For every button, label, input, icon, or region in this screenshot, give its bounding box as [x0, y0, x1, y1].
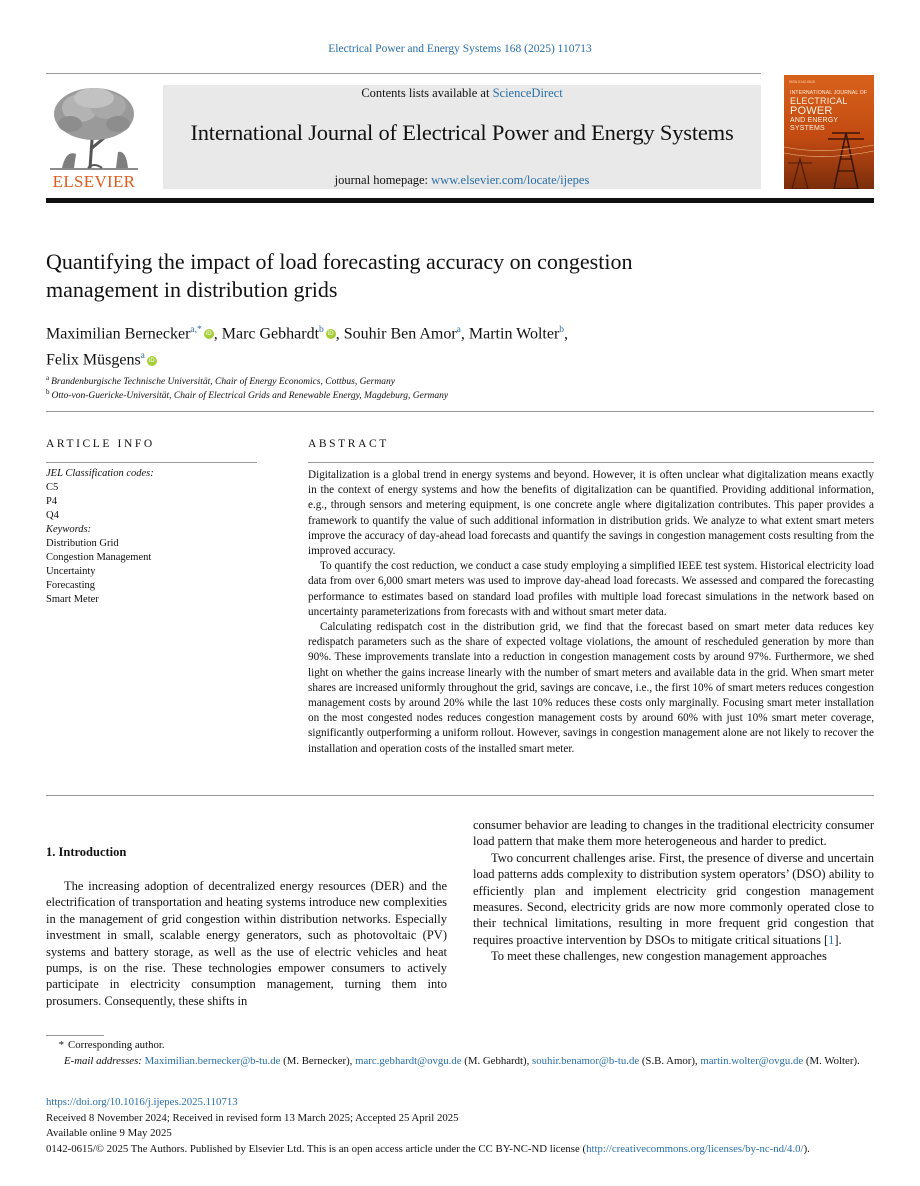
- email-owner: (M. Gebhardt),: [461, 1054, 533, 1067]
- body-paragraph: To meet these challenges, new congestion management approaches: [491, 949, 827, 964]
- email-link[interactable]: martin.wolter@ovgu.de: [700, 1054, 804, 1067]
- abstract-paragraph: Digitalization is a global trend in energy systems and beyond. However, it is often unclear what digitalization means exactly in the context of energy systems and how the benefits of digitalization can be quantified. Providing additional information, e.g., through sensors and metering equipment, is one concrete angle where digitalization contributes. This paper provides a framework to quantify the value of such additional information in distribution grids. We analyze to what extent smart meters improve the accuracy of day-ahead load forecasts and quantify the savings in congestion management costs resulting from the improved accuracy.: [308, 469, 874, 558]
- orcid-icon[interactable]: iD: [326, 329, 336, 339]
- email-link[interactable]: marc.gebhardt@ovgu.de: [355, 1054, 462, 1067]
- email-owner: (S.B. Amor),: [639, 1054, 701, 1067]
- corresponding-author-note: [46, 1038, 874, 1054]
- publisher-name: ELSEVIER: [52, 172, 136, 191]
- paper-title-line: Quantifying the impact of load forecasting accuracy on congestion: [46, 249, 633, 274]
- journal-title: International Journal of Electrical Power and Energy Systems: [190, 120, 734, 145]
- paper-title: [46, 248, 746, 304]
- citation-link[interactable]: 1: [828, 932, 835, 947]
- corresponding-text: Corresponding author.: [68, 1039, 165, 1051]
- license-statement: [46, 1142, 874, 1158]
- jel-code: C5: [46, 482, 59, 493]
- divider: [46, 411, 874, 412]
- jel-label: JEL Classification codes:: [46, 468, 154, 479]
- doi-link[interactable]: https://doi.org/10.1016/j.ijepes.2025.110713: [46, 1096, 238, 1108]
- cover-title-line: AND ENERGY: [790, 117, 839, 124]
- email-link[interactable]: souhir.benamor@b-tu.de: [532, 1054, 640, 1067]
- header-divider: [46, 198, 874, 203]
- abstract-paragraph: To quantify the cost reduction, we conduct a case study employing a simplified IEEE test system. Historical electricity load data from over 6,000 smart meters was used to improve day-ahead load forecasts. We assessed and compared the forecasting performance to estimates based on standard load profiles with multiple load forecast simulations in the network based on uncertainty parameterizations from forecasts with and without smart meter data.: [308, 560, 874, 618]
- article-info-heading: ARTICLE INFO: [46, 438, 155, 450]
- body-paragraph: The increasing adoption of decentralized energy resources (DER) and the electrification of transportation and heating systems introduce new complexities in the management of grid congestion within distribution networks. Especially investment in small, scalable energy generators, such as photovoltaic (PV) systems and battery storage, as well as the use of electric vehicles and heat pumps, is on the rise. These technologies empower consumers to actively participate in electricity consumption management, turning them into prosumers. Consequently, these shifts in: [46, 879, 447, 1008]
- affiliation-label: a: [46, 374, 50, 382]
- author-affiliation-marker[interactable]: a: [456, 325, 461, 335]
- cover-title-line: INTERNATIONAL JOURNAL OF: [790, 90, 868, 96]
- keyword: Distribution Grid: [46, 538, 119, 549]
- keywords-label: Keywords:: [46, 524, 92, 535]
- author-affiliation-marker[interactable]: b: [319, 325, 324, 335]
- author-list: Maximilian Bernecker$^{a,*}$ iD , Marc Gebhardt$^b$ iD , Souhir Ben Amor$^a$, Martin Wolter$^b$, Felix Müsgens$^a$ iD: [46, 325, 569, 369]
- divider: [46, 462, 257, 463]
- email-link[interactable]: Maximilian.bernecker@b-tu.de: [144, 1054, 281, 1067]
- homepage-line: [163, 173, 761, 188]
- body-paragraph: [473, 850, 874, 948]
- body-column-left: [46, 878, 447, 1009]
- author-affiliation-marker[interactable]: a: [140, 351, 145, 362]
- email-owner: (M. Bernecker),: [280, 1054, 356, 1067]
- body-text: ].: [834, 932, 842, 947]
- cover-issn: ISSN 0142-0615: [789, 80, 815, 84]
- affiliation-b: [46, 388, 448, 401]
- affiliation-label: b: [46, 388, 50, 396]
- abstract-heading: ABSTRACT: [308, 438, 389, 450]
- author-affiliation-marker[interactable]: a,*: [190, 325, 202, 335]
- cover-title-line: POWER: [790, 105, 833, 117]
- paper-title-line: management in distribution grids: [46, 277, 338, 302]
- divider: [308, 462, 874, 463]
- abstract-paragraph: Calculating redispatch cost in the distribution grid, we find that the forecast based on smart meter data reduces key redispatch parameters such as the share of expected voltage violations, the amount of rescheduled generation by more than 90%. These improvements translate into a reduction in congestion management costs by around 97%. Furthermore, we shed light on whether the gains increase linearly with the number of smart meters and available data in the grid. When smart meter shares are increased uniformly throughout the grid, savings are concave, i.e., the first 10% of smart meters reduces congestion management costs by around 20% while the last 10% reduces these costs only marginally. Focusing smart meter installation on the most congested nodes reduces congestion management costs by around 60% with just 10% smart meter coverage, significantly outperforming a uniform rollout. However, savings in congestion management alone are not likely to recover the installation and operation costs of the installed smart meter.: [308, 621, 874, 755]
- footnote-marker: *: [58, 1039, 64, 1051]
- article-info: [46, 467, 258, 607]
- orcid-icon[interactable]: iD: [147, 356, 157, 366]
- contents-line: [163, 86, 761, 101]
- keyword: Smart Meter: [46, 594, 99, 605]
- contents-prefix: Contents lists available at: [361, 86, 493, 100]
- email-addresses: [46, 1054, 874, 1070]
- author-affiliation-marker[interactable]: b: [559, 325, 565, 335]
- author-name[interactable]: Maximilian Bernecker: [46, 325, 191, 343]
- sciencedirect-link[interactable]: ScienceDirect: [492, 86, 563, 100]
- cover-title-line: SYSTEMS: [790, 125, 825, 132]
- license-link[interactable]: http://creativecommons.org/licenses/by-nc-nd/4.0/: [586, 1142, 804, 1155]
- email-label: E-mail addresses:: [64, 1054, 142, 1067]
- journal-reference[interactable]: Electrical Power and Energy Systems 168 (2025) 110713: [328, 43, 592, 55]
- author-name[interactable]: Martin Wolter: [468, 325, 560, 343]
- cover-title-line: ELECTRICAL: [790, 96, 848, 106]
- body-text: Two concurrent challenges arise. First, the presence of diverse and uncertain load patterns adds complexity to distribution system operators’ (DSO) ability to efficiently plan and implement electricity grid congestion management measures. Second, electricity grids are now more commonly operated close to their technical limitations, resulting in more frequent grid congestion that requires proactive intervention by DSOs to mitigate critical situations [: [473, 850, 874, 947]
- author-name[interactable]: Souhir Ben Amor: [343, 325, 457, 343]
- affiliation-text: Brandenburgische Technische Universität, Chair of Energy Economics, Cottbus, Germany: [51, 377, 395, 388]
- footnote-rule: [46, 1035, 104, 1036]
- received-dates: Received 8 November 2024; Received in revised form 13 March 2025; Accepted 25 April 2025: [46, 1111, 459, 1124]
- jel-code: P4: [46, 496, 58, 507]
- section-heading-introduction: 1. Introduction: [46, 845, 127, 859]
- available-online: Available online 9 May 2025: [46, 1127, 172, 1140]
- email-owner: (M. Wolter).: [803, 1054, 860, 1067]
- license-text: 0142-0615/© 2025 The Authors. Published by Elsevier Ltd. This is an open access article under the CC BY-NC-ND license (: [46, 1142, 587, 1155]
- header-top-rule: [46, 73, 761, 74]
- journal-cover-image[interactable]: [784, 75, 874, 189]
- body-column-right: [473, 817, 874, 965]
- license-end: ).: [803, 1142, 810, 1155]
- affiliation-a: [46, 374, 395, 387]
- abstract-body: [308, 468, 874, 757]
- jel-code: Q4: [46, 510, 59, 521]
- keyword: Congestion Management: [46, 552, 152, 563]
- orcid-icon[interactable]: iD: [204, 329, 214, 339]
- publication-info: [46, 1095, 874, 1157]
- homepage-link[interactable]: www.elsevier.com/locate/ijepes: [431, 173, 590, 187]
- divider: [46, 795, 874, 796]
- homepage-prefix: journal homepage:: [334, 173, 432, 187]
- author-name[interactable]: Felix Müsgens: [46, 351, 141, 369]
- author-name[interactable]: Marc Gebhardt: [221, 325, 320, 343]
- keyword: Forecasting: [46, 580, 95, 591]
- footnote: [46, 1038, 874, 1069]
- cover-pylon-art: [784, 75, 874, 189]
- keyword: Uncertainty: [46, 566, 96, 577]
- body-paragraph: consumer behavior are leading to changes in the traditional electricity consumer load pattern that make them more heterogeneous and harder to predict.: [473, 818, 874, 849]
- affiliation-text: Otto-von-Guericke-Universität, Chair of Electrical Grids and Renewable Energy, Magdeburg, Germany: [51, 391, 449, 402]
